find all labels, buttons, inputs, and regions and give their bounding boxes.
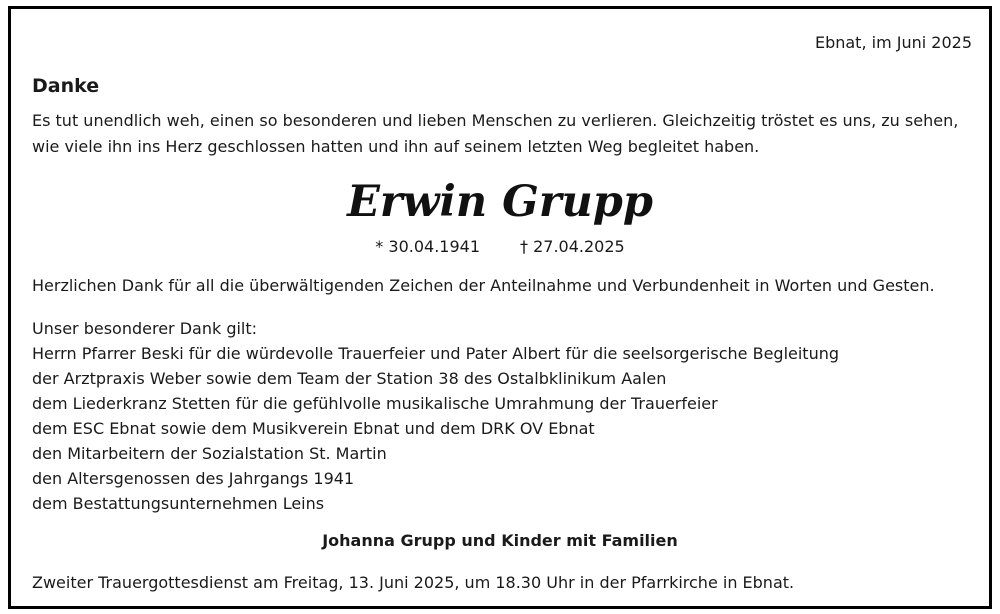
life-dates — [11, 237, 989, 257]
thanks-list-item: dem Liederkranz Stetten für die gefühlvolle musikalische Umrahmung der Trauerfeier — [32, 394, 718, 413]
death-date: † 27.04.2025 — [520, 237, 625, 256]
obituary-notice — [8, 6, 992, 609]
thanks-list-item: dem ESC Ebnat sowie dem Musikverein Ebnat und dem DRK OV Ebnat — [32, 419, 595, 438]
thanks-line: Herzlichen Dank für all die überwältigenden Zeichen der Anteilnahme und Verbundenheit in Worten und Gesten. — [32, 276, 935, 295]
deceased-name: Erwin Grupp — [347, 177, 653, 227]
place-date: Ebnat, im Juni 2025 — [814, 33, 972, 52]
birth-date: * 30.04.1941 — [375, 237, 480, 256]
intro-text: Es tut unendlich weh, einen so besonderen und lieben Menschen zu verlieren. Gleichzeitig tröstet es uns, zu sehen, wie viele ihn ins Herz geschlossen hatten und ihn auf seinem letzten Weg begleitet haben. — [32, 111, 959, 156]
thanks-list — [32, 316, 839, 516]
thanks-list-item: den Mitarbeitern der Sozialstation St. Martin — [32, 444, 387, 463]
family-signature: Johanna Grupp und Kinder mit Familien — [322, 531, 678, 550]
service-announcement: Zweiter Trauergottesdienst am Freitag, 13. Juni 2025, um 18.30 Uhr in der Pfarrkirche in Ebnat. — [32, 573, 795, 592]
thanks-list-item: der Arztpraxis Weber sowie dem Team der Station 38 des Ostalbklinikum Aalen — [32, 369, 667, 388]
thanks-list-item: dem Bestattungsunternehmen Leins — [32, 494, 325, 513]
notice-heading: Danke — [32, 75, 100, 97]
thanks-list-item: den Altersgenossen des Jahrgangs 1941 — [32, 469, 355, 488]
thanks-list-item: Unser besonderer Dank gilt: — [32, 319, 258, 338]
thanks-list-item: Herrn Pfarrer Beski für die würdevolle Trauerfeier und Pater Albert für die seelsorgerische Begleitung — [32, 344, 840, 363]
